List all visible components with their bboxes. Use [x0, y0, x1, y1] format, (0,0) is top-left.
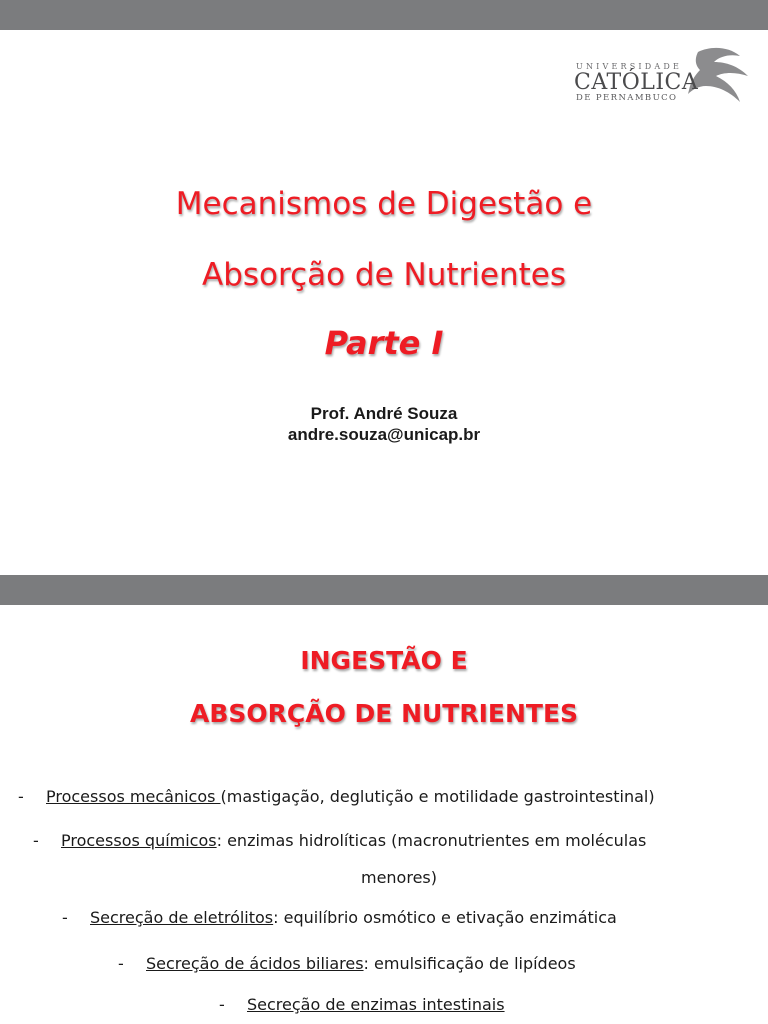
bullet-item — [0, 831, 768, 850]
slide-header-bar — [0, 0, 768, 30]
slide-separator — [0, 560, 768, 575]
bullet-term: Secreção de enzimas intestinais — [247, 995, 505, 1014]
bullet-dash: - — [18, 787, 24, 806]
logo-pernambuco: DE PERNAMBUCO — [576, 93, 678, 103]
bullet-text: : enzimas hidrolíticas (macronutrientes em moléculas — [216, 831, 647, 850]
slide-content — [0, 575, 768, 1024]
slide-title-line-2: Absorção de Nutrientes — [202, 257, 566, 293]
bullet-term: Secreção de ácidos biliares — [146, 954, 364, 973]
slide-title-line-1: Mecanismos de Digestão e — [175, 186, 593, 222]
bullet-text: : equilíbrio osmótico e etivação enzimática — [273, 908, 617, 927]
logo-universidade: UNIVERSIDADE — [576, 62, 683, 71]
bullet-dash: - — [219, 995, 225, 1014]
author-name: Prof. André Souza — [310, 404, 458, 423]
bullet-item — [0, 787, 768, 806]
bullet-continuation: menores) — [360, 868, 437, 887]
bullet-text: (mastigação, deglutição e motilidade gastrointestinal) — [220, 787, 655, 806]
author-email: andre.souza@unicap.br — [287, 425, 481, 444]
bullet-dash: - — [33, 831, 39, 850]
bullet-term: Processos mecânicos — [46, 787, 221, 806]
section-title-line-1: INGESTÃO E — [300, 646, 468, 675]
slide-header-bar — [0, 575, 768, 605]
bullet-dash: - — [62, 908, 68, 927]
university-logo — [574, 44, 754, 108]
slide-title-part: Parte I — [324, 324, 444, 362]
bullet-term: Secreção de eletrólitos — [90, 908, 274, 927]
bullet-dash: - — [118, 954, 124, 973]
logo-catolica: CATÓLICA — [574, 70, 699, 95]
section-title-line-2: ABSORÇÃO DE NUTRIENTES — [189, 699, 579, 728]
bullet-text: : emulsificação de lipídeos — [363, 954, 576, 973]
bullet-item — [0, 995, 768, 1014]
bullet-item — [0, 908, 768, 927]
bullet-item — [0, 954, 768, 973]
bullet-term: Processos químicos — [61, 831, 217, 850]
